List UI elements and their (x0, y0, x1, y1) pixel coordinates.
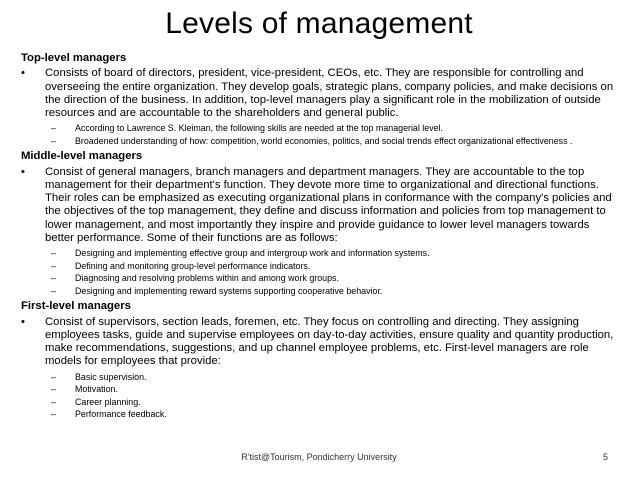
bullet-text: Consist of supervisors, section leads, foremen, etc. They focus on controlling and directing. They assigning employees tasks, guide and supervise employees on day-to-day activities, ensure quality and quantity production, make recommendations, suggestions, and up channel employee problems, etc. First-level managers are role models for employees that provide: (45, 315, 614, 368)
dash-marker: – (51, 248, 56, 259)
sub-item-text: Designing and implementing reward systems supporting cooperative behavior. (75, 285, 383, 296)
sub-item-text: Defining and monitoring group-level performance indicators. (75, 260, 311, 271)
section-top-level (21, 51, 621, 146)
sub-item (21, 261, 621, 272)
sub-list (21, 372, 621, 420)
dash-marker: – (51, 384, 56, 395)
sub-item-text: Diagnosing and resolving problems within and among work groups. (75, 273, 339, 284)
sub-item (21, 384, 621, 395)
section-heading: First-level managers (21, 300, 131, 313)
sub-item (21, 286, 621, 297)
sub-item (21, 123, 621, 134)
sub-item-text: Performance feedback. (75, 409, 167, 420)
sub-list (21, 248, 621, 296)
dash-marker: – (51, 123, 56, 134)
sub-item-text: Career planning. (75, 396, 141, 407)
footer-credit: R'tist@Tourism, Pondicherry University (241, 452, 397, 462)
page-number: 5 (602, 452, 608, 462)
section-heading: Middle-level managers (21, 150, 143, 163)
sub-item (21, 409, 621, 420)
sub-item (21, 372, 621, 383)
slide-body (21, 51, 621, 423)
bullet-item (21, 166, 621, 245)
dash-marker: – (51, 396, 56, 407)
sub-item (21, 136, 621, 147)
dash-marker: – (51, 135, 56, 146)
bullet-item (21, 67, 621, 120)
sub-item-text: Designing and implementing effective group and intergroup work and information systems. (75, 248, 430, 259)
sub-item (21, 273, 621, 284)
section-first-level (21, 299, 621, 420)
dash-marker: – (51, 285, 56, 296)
dash-marker: – (51, 273, 56, 284)
section-heading: Top-level managers (21, 52, 127, 64)
sub-item-text: Broadened understanding of how: competition, world economies, politics, and social trends effect organizational effectiveness . (75, 135, 573, 146)
dash-marker: – (51, 409, 56, 420)
sub-item (21, 248, 621, 259)
bullet-marker: • (21, 315, 25, 328)
sub-item (21, 397, 621, 408)
sub-item-text: According to Lawrence S. Kleiman, the following skills are needed at the top managerial level. (75, 123, 444, 134)
bullet-marker: • (21, 67, 25, 80)
sub-item-text: Basic supervision. (75, 371, 147, 382)
bullet-item (21, 316, 621, 369)
dash-marker: – (51, 371, 56, 382)
sub-list (21, 123, 621, 146)
bullet-marker: • (21, 165, 25, 178)
bullet-text: Consist of general managers, branch managers and department managers. They are accountable to the top management for their department's function. They devote more time to organizational and directional functions. Their roles can be emphasized as executing organizational plans in conformance with the company's policies and the objectives of the top management, they define and discuss information and policies from top management to lower management, and most importantly they inspire and provide guidance to lower level managers towards better performance. Some of their functions are as follows: (45, 165, 612, 244)
section-middle-level (21, 149, 621, 296)
slide-title: Levels of management (165, 7, 473, 40)
sub-item-text: Motivation. (75, 384, 118, 395)
bullet-text: Consists of board of directors, president, vice-president, CEOs, etc. They are responsible for controlling and overseeing the entire organization. They develop goals, strategic plans, company policies, and make decisions on the direction of the business. In addition, top-level managers play a significant role in the mobilization of outside resources and are accountable to the shareholders and general public. (45, 67, 614, 120)
dash-marker: – (51, 260, 56, 271)
